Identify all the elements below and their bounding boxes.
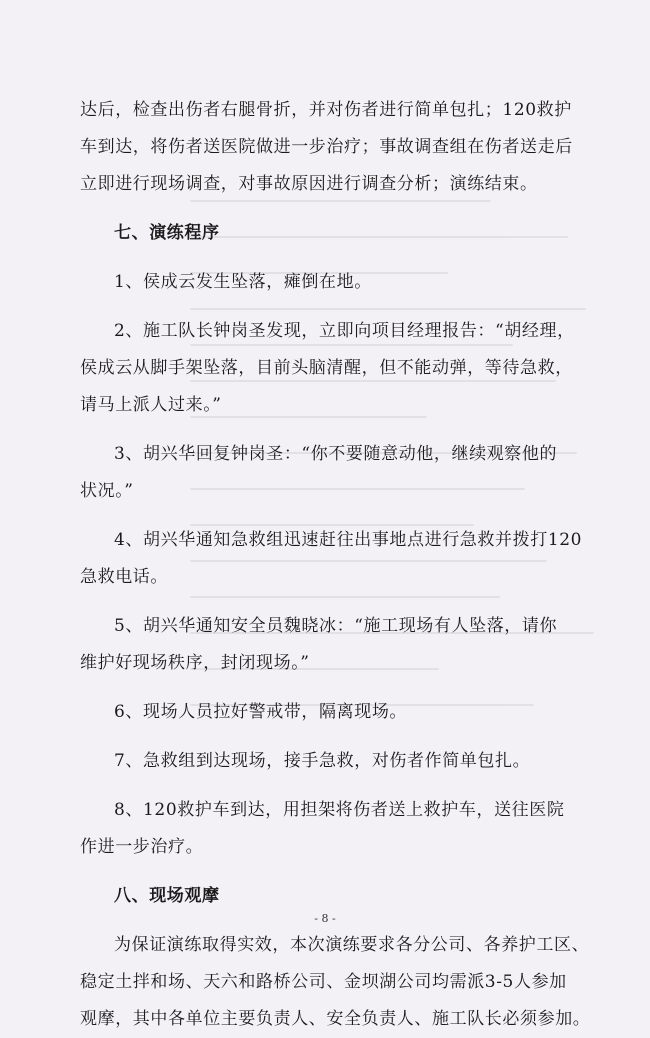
paragraph-line: 维护好现场秩序，封闭现场。” [80, 653, 310, 673]
paragraph-line: 侯成云从脚手架坠落，目前头脑清醒，但不能动弹，等待急救， [80, 358, 573, 378]
step-4: 4、胡兴华通知急救组迅速赶往出事地点进行急救并拨打120 [114, 530, 583, 550]
step-2: 2、施工队长钟岗圣发现，立即向项目经理报告：“胡经理， [114, 321, 575, 341]
paragraph-line: 车到达，将伤者送医院做进一步治疗；事故调查组在伤者送走后 [80, 137, 573, 157]
paragraph-line: 状况。” [80, 481, 134, 501]
step-5: 5、胡兴华通知安全员魏晓冰：“施工现场有人坠落，请你 [114, 616, 558, 636]
section-heading-7: 七、演练程序 [114, 223, 220, 243]
paragraph-line: 稳定土拌和场、天六和路桥公司、金坝湖公司均需派3-5人参加 [80, 972, 567, 992]
paragraph-line: 观摩，其中各单位主要负责人、安全负责人、施工队长必须参加。 [80, 1009, 591, 1029]
step-3: 3、胡兴华回复钟岗圣：“你不要随意动他，继续观察他的 [114, 444, 558, 464]
section-heading-8: 八、现场观摩 [114, 886, 220, 906]
paragraph-line: 请马上派人过来。” [80, 395, 222, 415]
step-1: 1、侯成云发生坠落，瘫倒在地。 [114, 272, 372, 292]
paragraph-line: 急救电话。 [80, 567, 168, 587]
page-number: - 8 - [314, 912, 336, 925]
step-7: 7、急救组到达现场，接手急救，对伤者作简单包扎。 [114, 751, 531, 771]
step-6: 6、现场人员拉好警戒带，隔离现场。 [114, 702, 408, 722]
document-body [80, 92, 591, 1038]
paragraph-line: 为保证演练取得实效，本次演练要求各分公司、各养护工区、 [114, 935, 590, 955]
paragraph-line: 作进一步治疗。 [80, 837, 204, 857]
paragraph-line: 达后，检查出伤者右腿骨折，并对伤者进行简单包扎；120救护 [80, 100, 572, 120]
step-8: 8、120救护车到达，用担架将伤者送上救护车，送往医院 [114, 800, 565, 820]
paragraph-line: 立即进行现场调查，对事故原因进行调查分析；演练结束。 [80, 174, 538, 194]
